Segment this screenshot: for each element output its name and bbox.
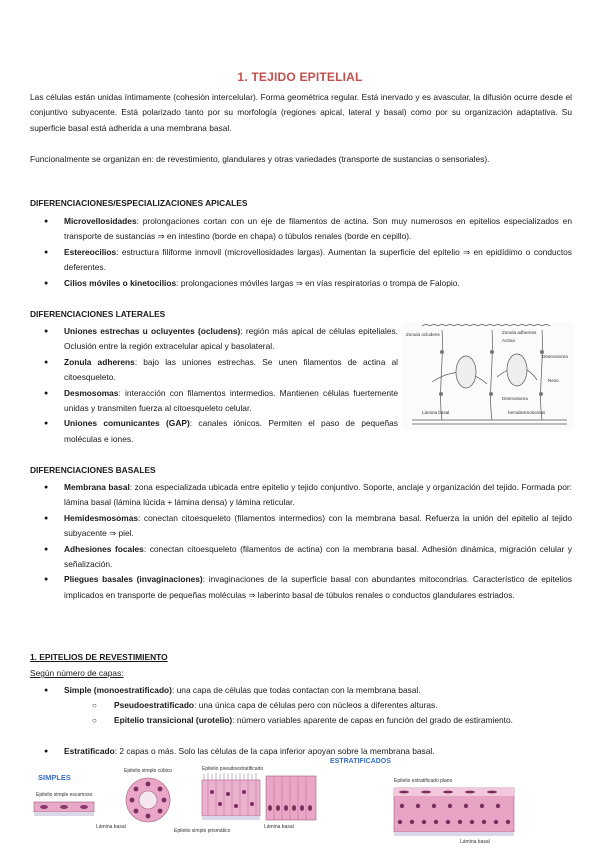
junction-label: Nexo: [548, 378, 559, 383]
junction-label: Actina: [502, 338, 515, 343]
list-item: ● Microvellosidades: prolongaciones cortan con un eje de filamentos de actina. Son muy numerosos en epitelios especializados en transporte de sustancias ⇒ en intestino (borde en chapa) o túbulos renales (borde en cepillo).: [30, 214, 572, 245]
list-item: ● Estereocilios: estructura filiforme inmovil (microvellosidades largas). Aumentan la superficie del epitelio ⇒ en epidídimo o conductos deferentes.: [30, 245, 572, 276]
epithelium-label: Lámina basal: [264, 824, 294, 830]
epithelium-label: Lámina basal: [460, 839, 490, 844]
stratified-epithelium-figure: [390, 770, 522, 844]
epithelium-label: Epitelio simple escamoso: [36, 792, 93, 798]
junction-label: Zonula ocludens: [406, 332, 440, 337]
list-item: ● Cilios móviles o kinetocilios: prolongaciones móviles largas ⇒ en vías respiratorias o trompa de Falopio.: [30, 276, 572, 291]
basal-list: [30, 480, 572, 603]
list-item: ● Pliegues basales (invaginaciones): invaginaciones de la superficie basal con abundantes mitocondrias. Característico de epitelios implicados en transporte de pequeñas moléculas ⇒ laberinto basal de túbulos renales o conductos glandulares estriados.: [30, 572, 572, 603]
junction-label: Lámina basal: [422, 410, 450, 415]
list-item: ● Uniones estrechas u ocluyentes (ocludens): región más apical de células epiteliales. Oclusión entre la región extracelular apical y basolateral.: [30, 324, 398, 355]
list-item: ● Adhesiones focales: conectan citoesqueleto (filamentos de actina) con la membrana basal. Adhesión dinámica, migración celular y señalización.: [30, 542, 572, 573]
epithelium-label: Epitelio simple prismático: [174, 828, 231, 834]
list-item: ● Estratificado: 2 capas o más. Solo las células de la capa inferior apoyan sobre la membrana basal.: [30, 744, 572, 759]
list-item: ● Simple (monoestratificado): una capa de células que todas contactan con la membrana basal.: [30, 683, 572, 698]
list-item: ○ Epitelio transicional (urotelio): número variables aparente de capas en función del grado de estiramiento.: [30, 713, 572, 728]
page-title: 1. TEJIDO EPITELIAL: [237, 70, 363, 84]
epithelium-label: Epitelio estratificado plano: [394, 778, 453, 784]
section-subheading: Según número de capas:: [30, 668, 124, 678]
section-heading: 1. EPITELIOS DE REVESTIMIENTO: [30, 652, 168, 662]
list-item: ○ Pseudoestratificado: una única capa de células pero con núcleos a diferentes alturas.: [30, 698, 572, 713]
epithelium-label: Epitelio pseudoestratificado: [202, 766, 264, 772]
stratified-list: [30, 744, 572, 759]
lateral-list: [30, 324, 398, 447]
basal-heading: DIFERENCIACIONES BASALES: [30, 465, 156, 475]
junction-label: Zonula adherens: [502, 330, 537, 335]
list-item: ● Zonula adherens: bajo las uniones estrechas. Se unen filamentos de actina al citoesqueleto.: [30, 355, 398, 386]
lateral-heading: DIFERENCIACIONES LATERALES: [30, 309, 166, 319]
junction-label: hemidesmosomas: [508, 410, 546, 415]
functional-paragraph: Funcionalmente se organizan en: de revestimiento, glandulares y otras variedades (transporte de sustancias o sensoriales).: [30, 154, 490, 164]
list-item: ● Hemidesmosomas: conectan citoesqueleto (filamentos intermedios) con la membrana basal. Refuerza la unión del epitelio al tejido subyacente ⇒ piel.: [30, 511, 572, 542]
list-item: ● Uniones comunicantes (GAP): canales iónicos. Permiten el paso de pequeñas moléculas e iones.: [30, 416, 398, 447]
list-item: ● Membrana basal: zona especializada ubicada entre epitelio y tejido conjuntivo. Soporte, anclaje y organización del tejido. Formada por: lámina basal (lámina lúcida + lámina densa) y lámina reticular.: [30, 480, 572, 511]
epithelium-label: Lámina basal: [96, 824, 126, 830]
estratificados-label: ESTRATIFICADOS: [330, 758, 391, 765]
simple-list: [30, 683, 572, 698]
epithelium-label: Epitelio simple cúbico: [124, 768, 173, 774]
apical-list: [30, 214, 572, 291]
simples-label: SIMPLES: [38, 773, 71, 782]
list-item: ● Desmosomas: interacción con filamentos intermedios. Mantienen células fuertemente unidas y transmiten fuerza al citoesqueleto celular.: [30, 386, 398, 417]
simple-epithelia-figure: [30, 762, 320, 846]
apical-heading: DIFERENCIACIONES/ESPECIALIZACIONES APICALES: [30, 198, 248, 208]
cell-junctions-figure: [402, 322, 574, 430]
simple-sublist: [30, 698, 572, 729]
junction-label: Desmosoma: [502, 396, 528, 401]
junction-label: Desmosoma: [542, 354, 568, 359]
intro-paragraph: Las células están unidas íntimamente (cohesión intercelular). Forma geométrica regular. Está inervado y es avascular, la difusión ocurre desde el conjuntivo subyacente. Está polarizado tanto por su morfología (regiones apical, lateral y basal) como por su organización adaptativa. Su superficie basal está adherida a una membrana basal.: [30, 92, 572, 133]
